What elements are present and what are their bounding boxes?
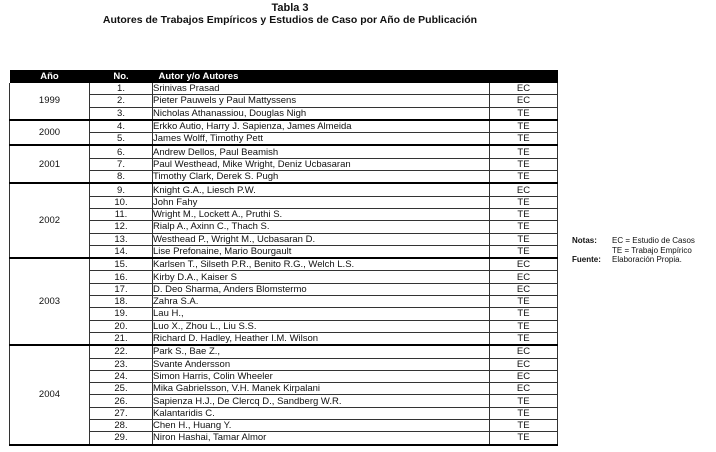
no-cell: 25. [90,383,153,395]
tipo-cell: EC [490,383,558,395]
autor-cell: Karlsen T., Silseth P.R., Benito R.G., Welch L.S. [153,258,490,271]
tipo-cell: TE [490,432,558,445]
table-row [10,258,558,271]
autor-cell: Rialp A., Axinn C., Thach S. [153,221,490,233]
no-cell: 28. [90,420,153,432]
table-row [10,407,558,419]
tipo-cell: TE [490,120,558,133]
no-cell: 9. [90,183,153,196]
year-cell: 2004 [10,345,90,444]
no-cell: 24. [90,370,153,382]
table-row [10,120,558,133]
year-cell: 2002 [10,183,90,258]
tipo-cell: EC [490,83,558,95]
tipo-cell: TE [490,171,558,184]
table-row [10,432,558,445]
no-cell: 21. [90,332,153,345]
tipo-cell: EC [490,370,558,382]
tipo-cell: TE [490,233,558,245]
title-block [0,2,580,27]
table-row [10,345,558,358]
table-row [10,320,558,332]
autor-cell: Richard D. Hadley, Heather I.M. Wilson [153,332,490,345]
table-row [10,383,558,395]
autor-cell: Park S., Bae Z., [153,345,490,358]
autor-cell: Sapienza H.J., De Clercq D., Sandberg W.R. [153,395,490,407]
no-cell: 13. [90,233,153,245]
autor-cell: Zahra S.A. [153,296,490,308]
tipo-cell: TE [490,208,558,220]
autor-cell: Simon Harris, Colin Wheeler [153,370,490,382]
autor-cell: Wright M., Lockett A., Pruthi S. [153,208,490,220]
table-row [10,233,558,245]
table-row [10,183,558,196]
table-body [10,83,558,445]
no-cell: 17. [90,283,153,295]
no-cell: 20. [90,320,153,332]
table-row [10,245,558,258]
table-row [10,171,558,184]
source-label: Fuente: [572,255,601,264]
tipo-cell: TE [490,196,558,208]
no-cell: 8. [90,171,153,184]
autor-cell: Paul Westhead, Mike Wright, Deniz Ucbasaran [153,158,490,170]
no-cell: 27. [90,407,153,419]
table-row [10,83,558,95]
table-row [10,370,558,382]
tipo-cell: EC [490,95,558,107]
no-cell: 6. [90,145,153,158]
table-row [10,208,558,220]
tipo-cell: TE [490,107,558,120]
tipo-cell: TE [490,420,558,432]
tipo-cell: EC [490,358,558,370]
tipo-cell: EC [490,345,558,358]
autor-cell: Lise Prefonaine, Mario Bourgault [153,245,490,258]
no-cell: 22. [90,345,153,358]
header-autor: Autor y/o Autores [153,70,490,83]
header-year: Año [10,70,90,83]
no-cell: 12. [90,221,153,233]
no-cell: 5. [90,133,153,146]
autor-cell: Kirby D.A., Kaiser S [153,271,490,283]
year-cell: 2001 [10,145,90,183]
tipo-cell: EC [490,271,558,283]
no-cell: 11. [90,208,153,220]
autor-cell: Knight G.A., Liesch P.W. [153,183,490,196]
table-row [10,221,558,233]
tipo-cell: TE [490,332,558,345]
autor-cell: Pieter Pauwels y Paul Mattyssens [153,95,490,107]
notes-block [572,236,695,265]
table-row [10,420,558,432]
no-cell: 16. [90,271,153,283]
no-cell: 15. [90,258,153,271]
autor-cell: Kalantaridis C. [153,407,490,419]
tipo-cell: TE [490,320,558,332]
table-row [10,145,558,158]
tipo-cell: TE [490,133,558,146]
table-row [10,107,558,120]
tipo-cell: TE [490,221,558,233]
table-header-row [10,70,558,83]
autor-cell: Erkko Autio, Harry J. Sapienza, James Almeida [153,120,490,133]
no-cell: 2. [90,95,153,107]
no-cell: 23. [90,358,153,370]
notes-label: Notas: [572,236,597,245]
tipo-cell: TE [490,145,558,158]
autor-cell: Srinivas Prasad [153,83,490,95]
header-no: No. [90,70,153,83]
table-row [10,196,558,208]
autor-cell: Svante Andersson [153,358,490,370]
autor-cell: Chen H., Huang Y. [153,420,490,432]
no-cell: 1. [90,83,153,95]
table-row [10,296,558,308]
autor-cell: Andrew Dellos, Paul Beamish [153,145,490,158]
no-cell: 18. [90,296,153,308]
autor-cell: Niron Hashai, Tamar Almor [153,432,490,445]
table-row [10,158,558,170]
notes-te: TE = Trabajo Empírico [612,245,692,255]
table-row [10,283,558,295]
year-cell: 2003 [10,258,90,345]
notes-ec: EC = Estudio de Casos [612,236,695,245]
autor-cell: D. Deo Sharma, Anders Blomstermo [153,283,490,295]
no-cell: 7. [90,158,153,170]
authors-table [9,70,558,446]
autor-cell: John Fahy [153,196,490,208]
tipo-cell: EC [490,258,558,271]
autor-cell: James Wolff, Timothy Pett [153,133,490,146]
table-row [10,395,558,407]
no-cell: 19. [90,308,153,320]
tipo-cell: TE [490,407,558,419]
tipo-cell: TE [490,296,558,308]
no-cell: 3. [90,107,153,120]
source-text: Elaboración Propia. [612,255,682,264]
table-row [10,95,558,107]
autor-cell: Westhead P., Wright M., Ucbasaran D. [153,233,490,245]
no-cell: 4. [90,120,153,133]
autor-cell: Lau H., [153,308,490,320]
no-cell: 26. [90,395,153,407]
tipo-cell: TE [490,395,558,407]
table-row [10,133,558,146]
table-row [10,358,558,370]
table-row [10,271,558,283]
tipo-cell: EC [490,183,558,196]
tipo-cell: TE [490,158,558,170]
year-cell: 1999 [10,83,90,120]
no-cell: 10. [90,196,153,208]
no-cell: 14. [90,245,153,258]
autor-cell: Timothy Clark, Derek S. Pugh [153,171,490,184]
autor-cell: Nicholas Athanassiou, Douglas Nigh [153,107,490,120]
tipo-cell: TE [490,308,558,320]
table-row [10,308,558,320]
autor-cell: Luo X., Zhou L., Liu S.S. [153,320,490,332]
header-tipo [490,70,558,83]
table-title: Tabla 3 [271,2,309,14]
tipo-cell: TE [490,245,558,258]
table-row [10,332,558,345]
no-cell: 29. [90,432,153,445]
year-cell: 2000 [10,120,90,146]
tipo-cell: EC [490,283,558,295]
table-subtitle: Autores de Trabajos Empíricos y Estudios de Caso por Año de Publicación [102,14,478,26]
autor-cell: Mika Gabrielsson, V.H. Manek Kirpalani [153,383,490,395]
